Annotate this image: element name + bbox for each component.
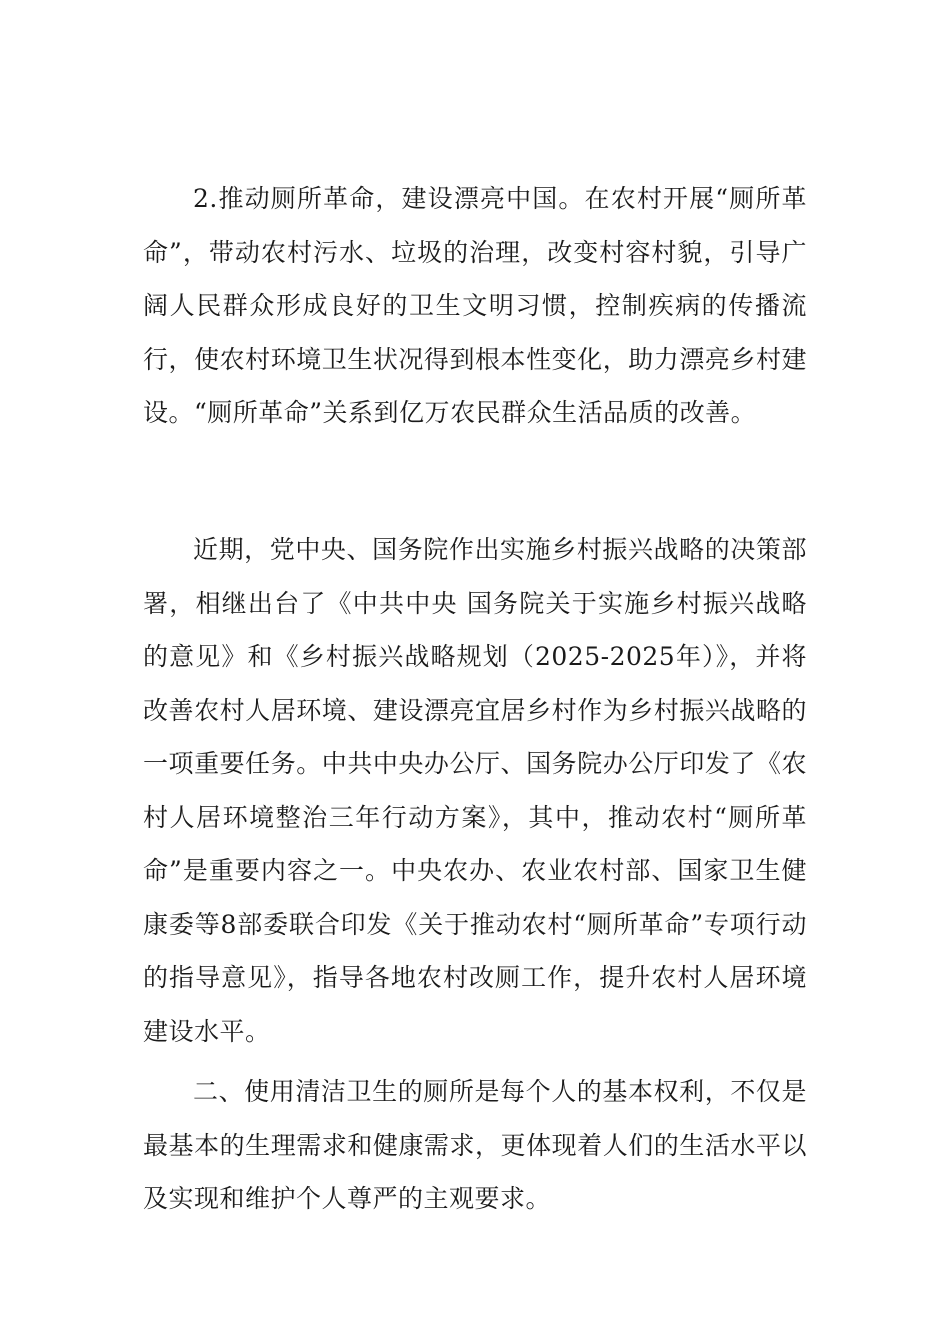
paragraph-basic-right: 二、使用清洁卫生的厕所是每个人的基本权利，不仅是最基本的生理需求和健康需求，更体现着人们的生活水平以及实现和维护个人尊严的主观要求。	[143, 1077, 807, 1213]
paragraph-toilet-revolution: 2.推动厕所革命，建设漂亮中国。在农村开展“厕所革命”，带动农村污水、垃圾的治理，改变村容村貌，引导广阔人民群众形成良好的卫生文明习惯，控制疾病的传播流行，使农村环境卫生状况得到根本性变化，助力漂亮乡村建设。“厕所革命”关系到亿万农民群众生活品质的改善。	[143, 184, 807, 427]
paragraph-rural-revitalization: 近期，党中央、国务院作出实施乡村振兴战略的决策部署，相继出台了《中共中央 国务院关于实施乡村振兴战略的意见》和《乡村振兴战略规划（2025-2025年）》，并将改善农村人居环境、建设漂亮宜居乡村作为乡村振兴战略的一项重要任务。中共中央办公厅、国务院办公厅印发了《农村人居环境整治三年行动方案》，其中，推动农村“厕所革命”是重要内容之一。中央农办、农业农村部、国家卫生健康委等8部委联合印发《关于推动农村“厕所革命”专项行动的指导意见》，指导各地农村改厕工作，提升农村人居环境建设水平。	[143, 535, 807, 1046]
